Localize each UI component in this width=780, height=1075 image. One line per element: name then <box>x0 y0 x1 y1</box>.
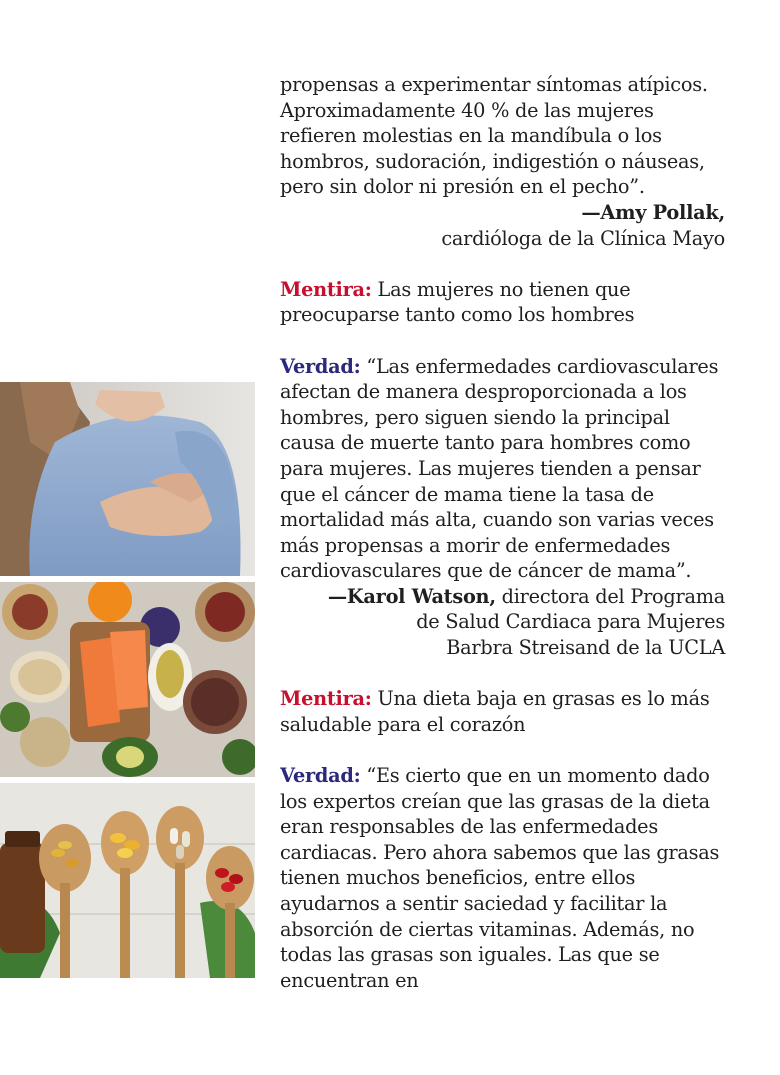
myth-label: Mentira: <box>280 277 372 301</box>
author-role: directora del Programa <box>495 584 725 608</box>
author-name: —Karol Watson, <box>327 584 496 608</box>
truth-paragraph <box>280 354 725 584</box>
quote-attribution-role: cardióloga de la Clínica Mayo <box>441 226 725 250</box>
author-role-line: de Salud Cardiaca para Mujeres <box>416 610 725 634</box>
intro-paragraph: propensas a experimentar síntomas atípicos. Aproximadamente 40 % de las mujeres refieren molestias en la mandíbula o los hombros, sudoración, indigestión o náuseas, pero sin dolor ni presión en el pecho”. <box>280 73 708 199</box>
photo-woman-chest-pain <box>0 382 255 576</box>
truth-text: “Es cierto que en un momento dado los expertos creían que las grasas de la dieta eran responsables de las enfermedades cardiacas. Pero ahora sabemos que las grasas tienen muchos beneficios, entre ellos ayudarnos a sentir saciedad y facilitar la absorción de ciertas vitaminas. Además, no todas las grasas son iguales. Las que se encuentran en <box>280 764 720 992</box>
quote-attribution <box>280 584 725 610</box>
quote-attribution-name <box>280 200 725 226</box>
truth-label: Verdad: <box>280 764 361 788</box>
author-name: —Amy Pollak, <box>581 200 725 224</box>
truth-paragraph <box>280 763 725 993</box>
myth-paragraph <box>280 277 725 328</box>
author-role-line: Barbra Streisand de la UCLA <box>446 636 725 660</box>
photo-healthy-foods <box>0 582 255 777</box>
myth-label: Mentira: <box>280 687 372 711</box>
truth-text: “Las enfermedades cardiovasculares afectan de manera desproporcionada a los hombres, pero siguen siendo la principal causa de muerte tanto para hombres como para mujeres. Las mujeres tienden a pensar que el cáncer de mama tiene la tasa de mortalidad más alta, cuando son varias veces más propensas a morir de enfermedades cardiovasculares que de cáncer de mama”. <box>280 354 719 583</box>
truth-label: Verdad: <box>280 354 361 378</box>
myth-text: Las mujeres no tienen que preocuparse tanto como los hombres <box>280 277 635 327</box>
myth-text: Una dieta baja en grasas es lo más saludable para el corazón <box>280 687 710 736</box>
myth-paragraph <box>280 686 725 737</box>
photo-supplements-spoons <box>0 783 255 978</box>
article-column <box>280 72 725 993</box>
